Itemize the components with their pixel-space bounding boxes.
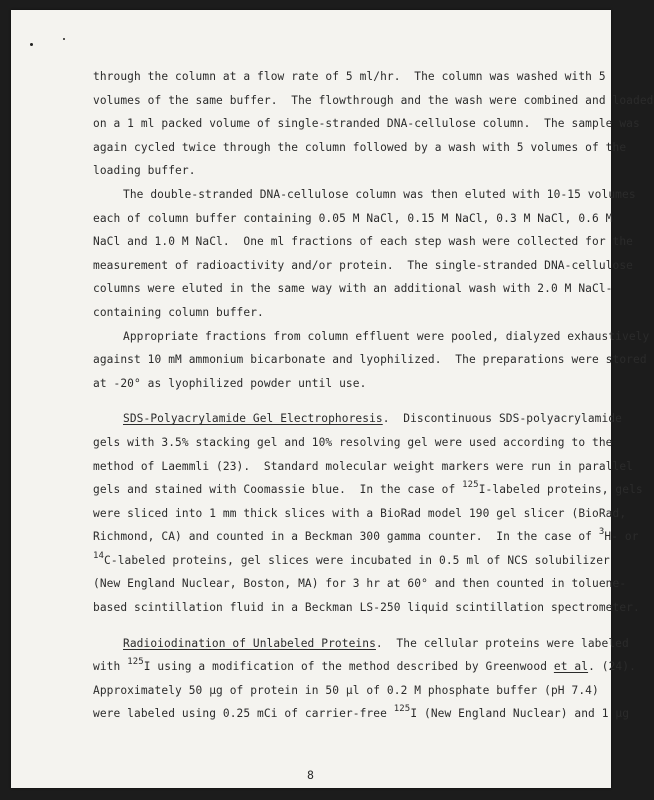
text-line [93,478,643,502]
text-segment: with [93,660,128,674]
body-text [93,65,654,726]
page-number: 8 [307,768,314,782]
text-segment: Richmond, CA) and counted in a Beckman 300 gamma counter. In the case of [93,530,599,544]
text-line: The double-stranded DNA-cellulose column was then eluted with 10-15 volumes [123,187,636,201]
text-line: containing column buffer. [93,305,264,319]
et-al-underlined: et al [553,660,589,674]
document-page [11,10,654,788]
text-line: (New England Nuclear, Boston, MA) for 3 hr at 60° and then counted in toluene- [93,577,627,591]
text-segment: H- or [604,530,639,544]
text-line: measurement of radioactivity and/or protein. The single-stranded DNA-cellulose [93,258,633,272]
text-line: volumes of the same buffer. The flowthrough and the wash were combined and loaded [93,93,654,107]
text-segment: . Discontinuous SDS-polyacrylamide [382,412,622,426]
section-radio-first-line [93,632,629,656]
text-line [93,702,630,726]
isotope-superscript: 125 [127,657,144,668]
text-line: each of column buffer containing 0.05 M NaCl, 0.15 M NaCl, 0.3 M NaCl, 0.6 M [93,211,613,225]
text-line: Appropriate fractions from column effluent were pooled, dialyzed exhaustively [123,329,650,343]
isotope-superscript: 3 [598,527,605,538]
text-segment: I (New England Nuclear) and 1 µg [410,707,630,721]
text-segment: I-labeled proteins, gels [478,483,643,497]
margin-speck [30,43,33,46]
section-heading-radioiodination: Radioiodination of Unlabeled Proteins [123,636,376,650]
section-heading-sds: SDS-Polyacrylamide Gel Electrophoresis [123,412,383,426]
text-line [93,549,610,573]
isotope-superscript: 14 [93,550,105,561]
text-line: loading buffer. [93,164,196,178]
text-segment: gels and stained with Coomassie blue. In the case of [93,483,463,497]
text-line [93,525,639,549]
text-segment: . The cellular proteins were labeled [375,636,629,650]
text-segment: I using a modification of the method described by Greenwood [143,660,554,674]
text-line: against 10 mM ammonium bicarbonate and lyophilized. The preparations were stored [93,353,647,367]
text-line: were sliced into 1 mm thick slices with a BioRad model 190 gel slicer (BioRad, [93,506,627,520]
isotope-superscript: 125 [393,704,411,715]
text-line: method of Laemmli (23). Standard molecular weight markers were run in parallel [93,459,633,473]
text-line: gels with 3.5% stacking gel and 10% resolving gel were used according to the [93,435,613,449]
text-segment: C-labeled proteins, gel slices were incubated in 0.5 ml of NCS solubilizer [104,553,610,567]
text-segment: . (24). [588,660,636,674]
text-line: Approximately 50 µg of protein in 50 µl of 0.2 M phosphate buffer (pH 7.4) [93,683,599,697]
text-line: through the column at a flow rate of 5 ml/hr. The column was washed with 5 [93,70,606,83]
text-line [93,655,636,679]
margin-speck [63,38,65,40]
text-line: again cycled twice through the column followed by a wash with 5 volumes of the [93,140,627,154]
text-line: based scintillation fluid in a Beckman LS-250 liquid scintillation spectrometer. [93,601,640,615]
section-sds-first-line [93,407,622,431]
text-line: columns were eluted in the same way with an additional wash with 2.0 M NaCl- [93,282,613,296]
isotope-superscript: 125 [462,480,479,491]
text-line: at -20° as lyophilized powder until use. [93,376,367,390]
text-line: on a 1 ml packed volume of single-stranded DNA-cellulose column. The sample was [93,117,640,131]
text-segment: were labeled using 0.25 mCi of carrier-free [93,707,394,721]
text-line: NaCl and 1.0 M NaCl. One ml fractions of each step wash were collected for the [93,235,633,249]
